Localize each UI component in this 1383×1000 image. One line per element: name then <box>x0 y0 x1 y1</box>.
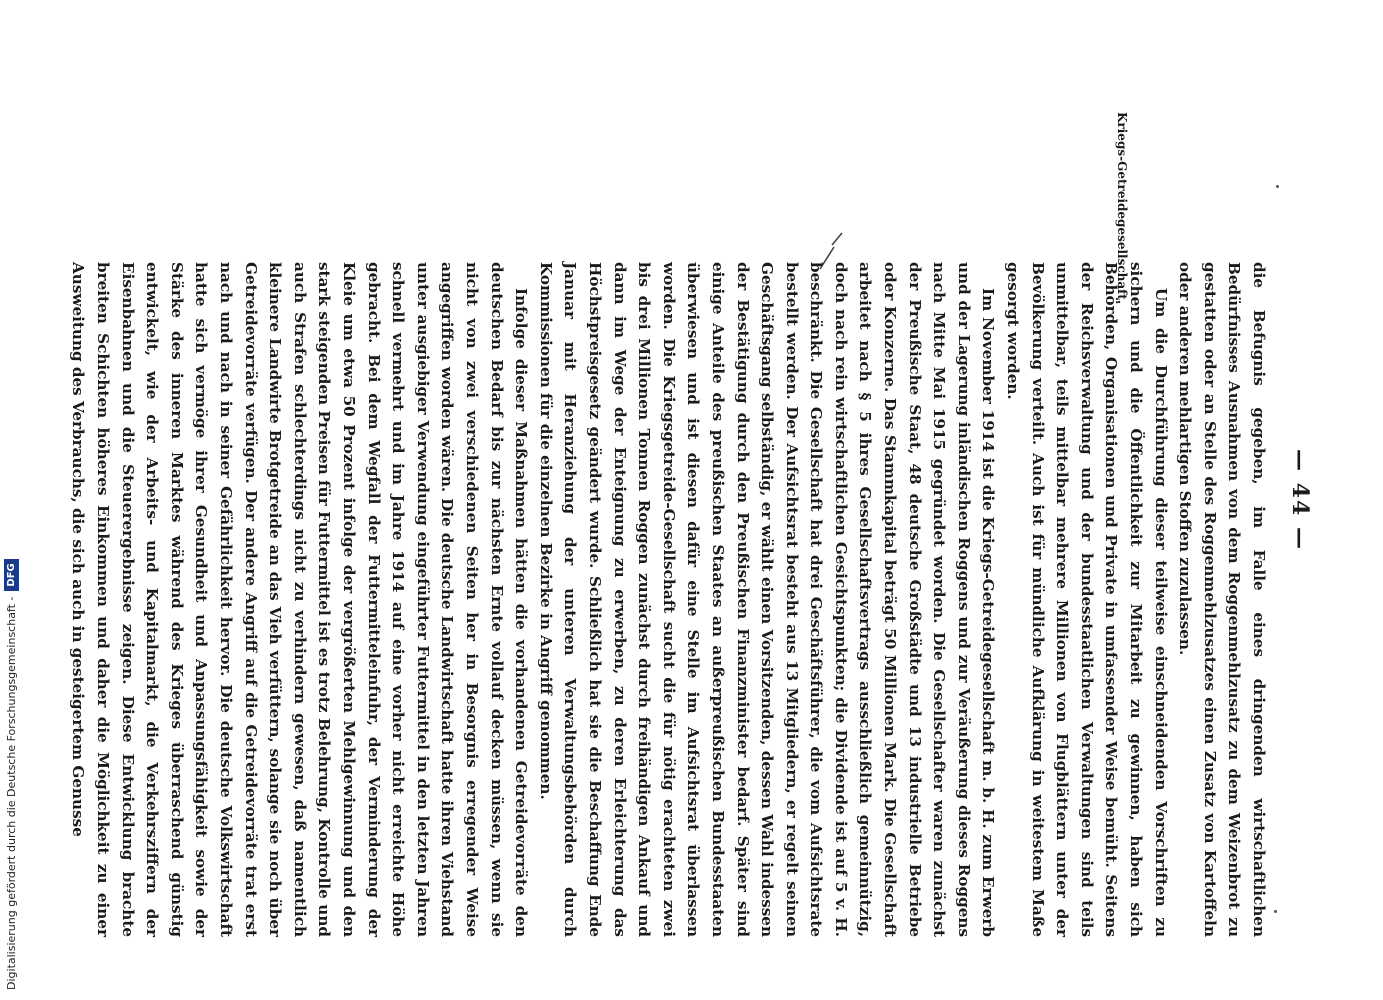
speck <box>1274 910 1277 913</box>
paragraph: die Befugnis gegeben, im Falle eines dringenden wirtschaftlichen Bedürfnisses Ausnahmen von dem Roggenmehlzusatz zu dem Weizenbrot zu gestatten oder an Stelle des Roggenmehlzusatzes einen Zusatz von Kartoffeln oder anderen mehlartigen Stoffen zuzulassen. <box>1176 262 1268 937</box>
page-number: — 44 — <box>1287 449 1313 551</box>
digitization-footer <box>0 0 22 1000</box>
paragraph: Um die Durchführung dieser teilweise einschneidenden Vorschriften zu sichern und die Öffentlichkeit zur Mitarbeit zu gewinnen, haben sich Behörden, Organisationen und Private in umfassender Weise bemüht. Seitens der Reichsverwaltung und der bundesstaatlichen Verwaltungen sind teils unmittelbar, teils mittelbar mehrere Millionen von Flugblättern unter der Bevölkerung verteilt. Auch ist für mündliche Aufklärung in weitestem Maße gesorgt worden. <box>1004 262 1170 937</box>
paragraph: Infolge dieser Maßnahmen hätten die vorhandenen Getreidevorräte den deutschen Bedarf bis zur nächsten Ernte vollauf decken müssen, wenn sie nicht von zwei verschiedenen Seiten her in Besorgnis erregender Weise angegriffen worden wären. Die deutsche Landwirtschaft hatte ihren Viehstand unter ausgiebiger Verwendung eingeführter Futtermittel in den letzten Jahren schnell vermehrt und im Jahre 1914 auf eine vorher nicht erreichte Höhe gebracht. Bei dem Wegfall der Futtermitteleinfuhr, der Verminderung der Kleie um etwa 50 Prozent infolge der vergrößerten Mehlgewinnung und den stark steigenden Preisen für Futtermittel ist es trotz Belehrung, Kontrolle und auch Strafen schlechterdings nicht zu verhindern gewesen, daß namentlich kleinere Landwirte Brotgetreide an das Vieh verfüttern, solange sie noch über Getreidevorräte verfügen. Der andere Angriff auf die Getreidevorräte trat erst nach und nach in seiner Gefährlichkeit hervor. Die deutsche Volkswirtschaft hatte sich vermöge ihrer Gesundheit und Anpassungsfähigkeit sowie der Stärke des inneren Marktes während des Krieges überraschend günstig entwickelt, wie der Arbeits- und Kapitalmarkt, die Verkehrsziffern der Eisenbahnen und die Steuerergebnisse zeigen. Diese Entwicklung brachte breiten Schichten höheres Einkommen und daher die Möglichkeit zu einer Ausweitung des Verbrauchs, die sich auch in gesteigertem Genusse <box>69 262 531 937</box>
speck <box>1276 185 1279 188</box>
margin-note: Kriegs-Getreidegesellschaft. <box>1115 112 1129 305</box>
body-text <box>66 262 1271 937</box>
dfg-logo: DFG <box>4 559 19 590</box>
footer-text: Digitalisierung gefördert durch die Deutsche Forschungsgemeinschaft - <box>4 596 18 990</box>
paragraph: Im November 1914 ist die Kriegs-Getreidegesellschaft m. b. H. zum Erwerb und der Lagerung inländischen Roggens und zur Veräußerung dieses Roggens nach Mitte Mai 1915 gegründet worden. Die Gesellschafter waren zunächst der Preußische Staat, 48 deutsche Großstädte und 13 industrielle Betriebe oder Konzerne. Das Stammkapital beträgt 50 Millionen Mark. Die Gesellschaft arbeitet nach § 5 ihres Gesellschaftsvertrags ausschließlich gemeinnützig, doch nach rein wirtschaftlichen Gesichtspunkten; die Dividende ist auf 5 v. H. beschränkt. Die Gesellschaft hat drei Geschäftsführer, die vom Aufsichtsrate bestellt werden. Der Aufsichtsrat besteht aus 13 Mitgliedern, er regelt seinen Geschäftsgang selbständig, er wählt einen Vorsitzenden, dessen Wahl indessen der Bestätigung durch den Preußischen Finanzminister bedarf. Später sind einige Anteile des preußischen Staates an außerpreußischen Bundesstaaten überwiesen und ist diesen dafür eine Stelle im Aufsichtsrat überlassen worden. Die Kriegsgetreide-Gesellschaft sucht die für nötig erachteten zwei bis drei Millionen Tonnen Roggen zunächst durch freihändigen Ankauf und dann im Wege der Enteignung zu erwerben, zu deren Erleichterung das Höchstpreisgesetz geändert wurde. Schließlich hat sie die Beschaffung Ende Januar mit Heranziehung der unteren Verwaltungsbehörden durch Kommissionen für die einzelnen Bezirke in Angriff genommen. <box>536 262 998 937</box>
